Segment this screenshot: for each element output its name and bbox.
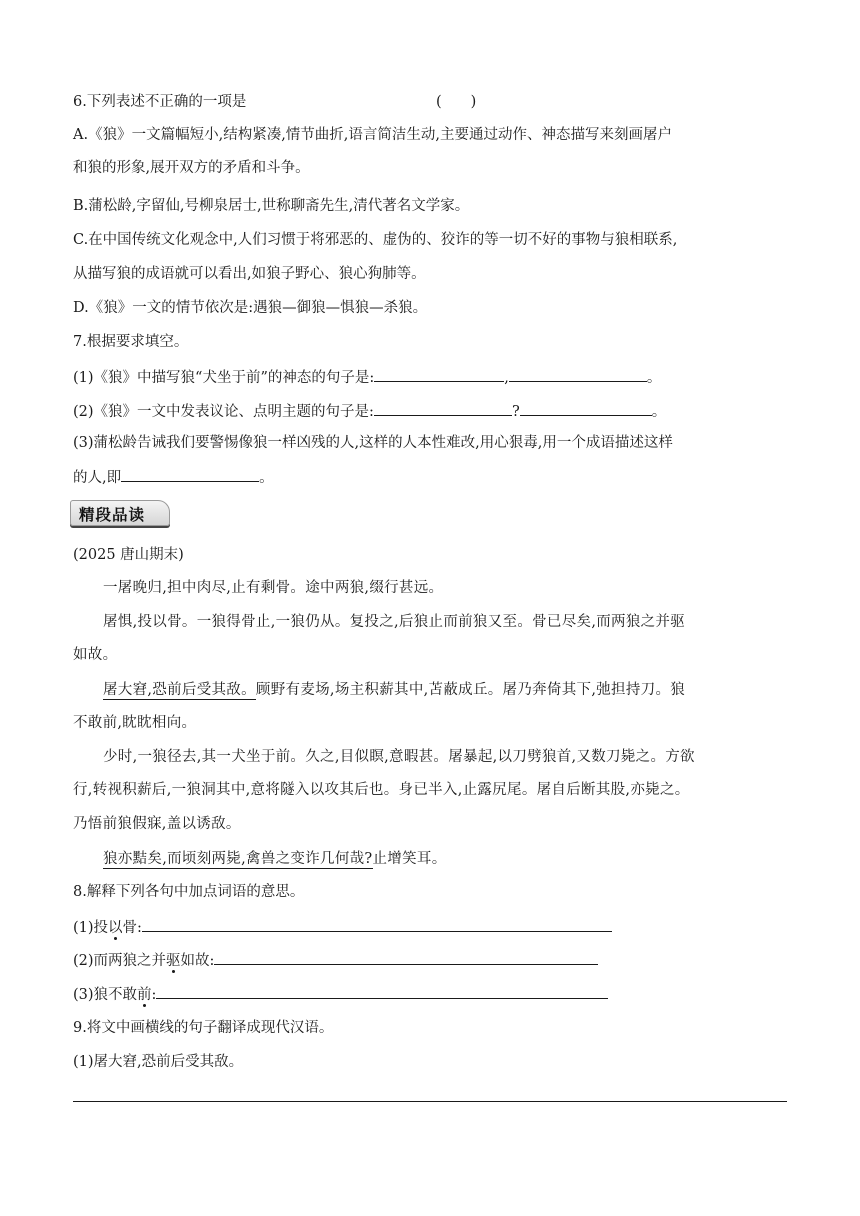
fill-blank[interactable] [156, 983, 608, 999]
underlined-sentence: 屠大窘,恐前后受其敌。 [103, 682, 256, 698]
fill-blank[interactable] [142, 916, 612, 932]
passage-paragraph: 少时,一狼径去,其一犬坐于前。久之,目似瞑,意暇甚。屠暴起,以刀劈狼首,又数刀毙之。方欲 [103, 749, 695, 765]
q8-stem: 8.解释下列各句中加点词语的意思。 [73, 884, 305, 900]
q8-item-2: (2)而两狼之并驱如故: [73, 949, 598, 971]
fill-blank[interactable] [520, 400, 652, 416]
fill-blank[interactable] [374, 400, 512, 416]
passage-paragraph-cont: 如故。 [73, 647, 118, 663]
q7-item-1: (1)《狼》中描写狼“犬坐于前”的神态的句子是: , 。 [73, 366, 661, 388]
passage-paragraph-cont: 不敢前,眈眈相向。 [73, 715, 197, 731]
answer-line[interactable] [73, 1101, 787, 1102]
q8-item-1: (1)投以骨: [73, 916, 612, 938]
q7-item-3-line1: (3)蒲松龄告诫我们要警惕像狼一样凶残的人,这样的人本性难改,用心狠毒,用一个成语描述这样 [73, 435, 673, 451]
q6-option-b: B.蒲松龄,字留仙,号柳泉居士,世称聊斋先生,清代著名文学家。 [73, 198, 470, 214]
q6-option-a-line2: 和狼的形象,展开双方的矛盾和斗争。 [73, 160, 310, 176]
fill-blank[interactable] [214, 949, 598, 965]
q9-item-1: (1)屠大窘,恐前后受其敌。 [73, 1054, 244, 1070]
q6-option-c-line1: C.在中国传统文化观念中,人们习惯于将邪恶的、虚伪的、狡诈的等一切不好的事物与狼相联系, [73, 232, 678, 248]
answer-bracket[interactable]: ( ) [436, 94, 477, 110]
passage-paragraph-cont: 乃悟前狼假寐,盖以诱敌。 [73, 816, 241, 832]
q9-stem: 9.将文中画横线的句子翻译成现代汉语。 [73, 1020, 334, 1036]
q6-stem: 6.下列表述不正确的一项是 [73, 94, 247, 110]
q7-item-3-line2: 的人,即 。 [73, 466, 274, 488]
fill-blank[interactable] [121, 466, 259, 482]
q6-option-d: D.《狼》一文的情节依次是:遇狼—御狼—惧狼—杀狼。 [73, 300, 428, 316]
passage-paragraph: 屠惧,投以骨。一狼得骨止,一狼仍从。复投之,后狼止而前狼又至。骨已尽矣,而两狼之并驱 [103, 614, 686, 630]
q6-option-a-line1: A.《狼》一文篇幅短小,结构紧凑,情节曲折,语言简洁生动,主要通过动作、神态描写来刻画屠户 [73, 127, 673, 143]
fill-blank[interactable] [374, 366, 504, 382]
passage-paragraph: 屠大窘,恐前后受其敌。顾野有麦场,场主积薪其中,苫蔽成丘。屠乃奔倚其下,弛担持刀。狼 [103, 682, 686, 698]
passage-paragraph-cont: 行,转视积薪后,一狼洞其中,意将隧入以攻其后也。身已半入,止露尻尾。屠自后断其股,亦毙之。 [73, 782, 690, 798]
section-badge: 精段品读 [70, 500, 170, 526]
fill-blank[interactable] [509, 366, 647, 382]
q6-option-c-line2: 从描写狼的成语就可以看出,如狼子野心、狼心狗肺等。 [73, 266, 426, 282]
q7-stem: 7.根据要求填空。 [73, 334, 189, 350]
passage-paragraph: 狼亦黠矣,而顷刻两毙,禽兽之变诈几何哉?止增笑耳。 [103, 851, 447, 867]
underlined-sentence: 狼亦黠矣,而顷刻两毙,禽兽之变诈几何哉? [103, 851, 373, 867]
passage-source: (2025 唐山期末) [73, 547, 184, 563]
q7-item-2: (2)《狼》一文中发表议论、点明主题的句子是: ? 。 [73, 400, 666, 422]
passage-paragraph: 一屠晚归,担中肉尽,止有剩骨。途中两狼,缀行甚远。 [103, 580, 444, 596]
q8-item-3: (3)狼不敢前: [73, 983, 608, 1005]
